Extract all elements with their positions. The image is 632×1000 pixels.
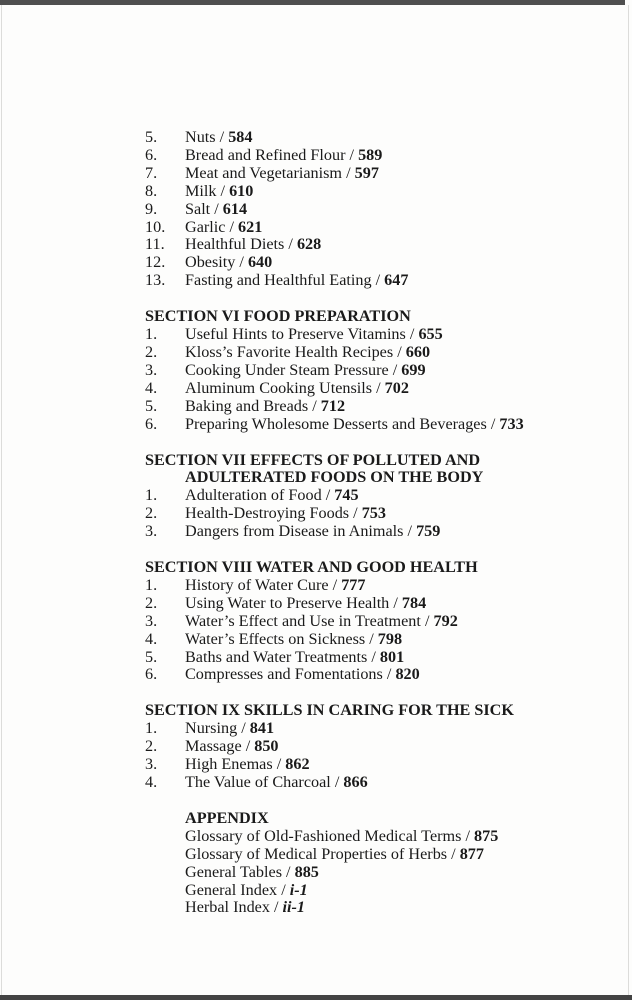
toc-entry-row: [145, 577, 595, 595]
toc-entry-row: [145, 720, 595, 738]
toc-section: [145, 702, 595, 792]
entry-number: 10.: [145, 217, 166, 236]
entry-separator: /: [308, 396, 321, 415]
entry-page-number: 777: [341, 575, 366, 594]
toc-entry-row: [145, 505, 595, 523]
entry-title: Baths and Water Treatments: [185, 647, 368, 666]
entry-title: Obesity: [185, 253, 236, 272]
entry-separator: /: [216, 181, 230, 200]
entry-number: 11.: [145, 235, 165, 254]
entry-page-number: 621: [238, 217, 263, 236]
entry-separator: /: [215, 128, 229, 146]
entry-title: Herbal Index: [185, 898, 270, 917]
entry-number: 2.: [145, 593, 158, 612]
entry-title: Salt: [185, 199, 211, 218]
entry-title: High Enemas: [185, 755, 273, 774]
entry-separator: /: [403, 522, 417, 541]
toc-entry-row: [185, 828, 595, 846]
entry-page-number: 597: [354, 163, 379, 182]
section-heading: ADULTERATED FOODS ON THE BODY: [185, 468, 484, 487]
entry-title: Kloss’s Favorite Health Recipes: [185, 342, 394, 361]
entry-page-number: 699: [401, 360, 426, 379]
toc-entry-row: [145, 362, 595, 380]
toc-entry-row: [145, 398, 595, 416]
entry-title: Water’s Effects on Sickness: [185, 629, 366, 648]
entry-page-number: 784: [401, 593, 427, 612]
entry-title: Dangers from Disease in Animals: [185, 522, 404, 541]
toc-entry-row: [145, 756, 595, 774]
toc-entry-row: [145, 147, 595, 165]
entry-page-number: 702: [384, 378, 409, 397]
entry-page-number: 647: [384, 271, 409, 290]
toc-entry-row: [185, 899, 595, 917]
toc-entry-row: [185, 846, 595, 864]
entry-separator: /: [277, 880, 290, 899]
entry-page-number: 712: [320, 396, 346, 415]
entry-number: 12.: [145, 253, 166, 272]
toc-entry-row: [145, 631, 595, 649]
entry-title: Meat and Vegetarianism: [185, 163, 343, 182]
toc-entry-row: [145, 613, 595, 631]
entry-number: 5.: [145, 128, 158, 146]
scan-edge-bottom-bar: [0, 995, 632, 1000]
entry-title: Glossary of Old-Fashioned Medical Terms: [185, 826, 462, 845]
entry-separator: /: [367, 647, 380, 666]
entry-title: Nursing: [185, 719, 238, 738]
section-heading: APPENDIX: [185, 808, 269, 827]
entry-separator: /: [389, 593, 402, 612]
entry-separator: /: [269, 898, 283, 917]
toc-entry-row: [145, 523, 595, 541]
entry-separator: /: [405, 325, 419, 344]
scan-edge-top-bar: [0, 0, 625, 5]
entry-title: Health-Destroying Foods: [185, 504, 350, 523]
toc-section: [145, 559, 595, 684]
section-heading: SECTION VII EFFECTS OF POLLUTED AND: [145, 450, 481, 469]
entry-separator: /: [382, 665, 396, 684]
entry-page-number: 584: [228, 128, 253, 146]
section-heading: SECTION VI FOOD PREPARATION: [145, 307, 411, 326]
toc-entry-row: [145, 380, 595, 398]
entry-number: 7.: [145, 163, 158, 182]
entry-number: 4.: [145, 773, 158, 791]
toc-entry-row: [145, 183, 595, 201]
entry-number: 6.: [145, 145, 158, 164]
entry-page-number: 877: [459, 844, 484, 863]
toc-entry-row: [185, 864, 595, 882]
toc-entry-row: [145, 129, 595, 147]
entry-separator: /: [235, 253, 248, 272]
entry-separator: /: [447, 844, 460, 863]
entry-number: 3.: [145, 360, 158, 379]
entry-separator: /: [321, 486, 335, 505]
entry-title: Glossary of Medical Properties of Herbs: [185, 844, 448, 863]
entry-title: Garlic: [185, 217, 226, 236]
entry-page-number: 798: [377, 629, 403, 648]
entry-page-number: ii-1: [282, 898, 306, 917]
entry-number: 6.: [145, 414, 158, 433]
entry-separator: /: [330, 773, 344, 791]
entry-page-number: 820: [395, 665, 420, 684]
entry-page-number: 745: [334, 486, 359, 505]
entry-separator: /: [393, 342, 406, 361]
toc-entry-row: [145, 326, 595, 344]
entry-separator: /: [237, 719, 250, 738]
entry-page-number: 655: [418, 325, 443, 344]
page-edge-left: [1, 5, 2, 995]
toc-section: [145, 452, 595, 542]
toc-entry-row: [145, 236, 595, 254]
entry-number: 3.: [145, 611, 158, 630]
page-edge-right: [628, 5, 629, 995]
entry-separator: /: [365, 629, 378, 648]
entry-title: Aluminum Cooking Utensils: [185, 378, 373, 397]
entry-title: Bread and Refined Flour: [185, 145, 346, 164]
entry-separator: /: [372, 378, 385, 397]
entry-number: 4.: [145, 629, 158, 648]
entry-title: General Tables: [185, 862, 282, 881]
entry-page-number: 759: [416, 522, 441, 541]
entry-title: Nuts: [185, 128, 216, 146]
toc-section: [145, 810, 595, 917]
entry-title: Useful Hints to Preserve Vitamins: [185, 325, 406, 344]
entry-separator: /: [461, 826, 474, 845]
entry-page-number: 792: [433, 611, 458, 630]
toc-entry-row: [145, 416, 595, 434]
entry-separator: /: [225, 217, 239, 236]
entry-separator: /: [342, 163, 355, 182]
entry-title: Baking and Breads: [185, 396, 309, 415]
table-of-contents: [145, 129, 595, 917]
toc-entry-row: [145, 272, 595, 290]
entry-title: Preparing Wholesome Desserts and Beverages: [185, 414, 487, 433]
entry-separator: /: [486, 414, 500, 433]
entry-separator: /: [420, 611, 434, 630]
toc-entry-row: [145, 666, 595, 684]
entry-page-number: 850: [254, 737, 279, 756]
entry-page-number: 610: [229, 181, 254, 200]
entry-title: Milk: [185, 181, 217, 200]
entry-page-number: 589: [358, 145, 383, 164]
toc-entry-row: [185, 882, 595, 900]
toc-entry-row: [145, 201, 595, 219]
entry-title: Fasting and Healthful Eating: [185, 271, 372, 290]
entry-page-number: 862: [285, 755, 310, 774]
entry-number: 9.: [145, 199, 158, 218]
entry-page-number: 753: [361, 504, 386, 523]
entry-title: Using Water to Preserve Health: [185, 593, 390, 612]
entry-separator: /: [328, 575, 342, 594]
entry-separator: /: [349, 504, 362, 523]
entry-page-number: 801: [379, 647, 405, 666]
entry-number: 1.: [145, 325, 158, 344]
entry-page-number: 841: [249, 719, 275, 738]
entry-page-number: i-1: [289, 880, 308, 899]
entry-title: Cooking Under Steam Pressure: [185, 360, 389, 379]
section-heading: SECTION VIII WATER AND GOOD HEALTH: [145, 558, 478, 577]
entry-number: 2.: [145, 504, 158, 523]
toc-entry-row: [145, 487, 595, 505]
entry-page-number: 614: [222, 199, 248, 218]
entry-number: 1.: [145, 575, 158, 594]
entry-number: 1.: [145, 486, 158, 505]
entry-separator: /: [272, 755, 286, 774]
entry-number: 3.: [145, 522, 158, 541]
entry-title: Compresses and Fomentations: [185, 665, 383, 684]
entry-title: General Index: [185, 880, 278, 899]
entry-title: Adulteration of Food: [185, 486, 322, 505]
entry-title: Healthful Diets: [185, 235, 285, 254]
entry-title: Water’s Effect and Use in Treatment: [185, 611, 421, 630]
entry-title: Massage: [185, 737, 242, 756]
entry-number: 13.: [145, 271, 166, 290]
entry-title: The Value of Charcoal: [185, 773, 331, 791]
entry-number: 6.: [145, 665, 158, 684]
entry-number: 2.: [145, 737, 158, 756]
toc-entry-row: [145, 774, 595, 792]
toc-entry-row: [145, 165, 595, 183]
toc-entry-row: [145, 344, 595, 362]
toc-entry-row: [145, 738, 595, 756]
entry-page-number: 875: [474, 826, 499, 845]
entry-page-number: 628: [296, 235, 322, 254]
entry-separator: /: [284, 235, 297, 254]
entry-separator: /: [371, 271, 385, 290]
entry-title: History of Water Cure: [185, 575, 329, 594]
entry-number: 1.: [145, 719, 158, 738]
entry-number: 8.: [145, 181, 158, 200]
entry-number: 3.: [145, 755, 158, 774]
toc-section: [145, 129, 595, 290]
entry-page-number: 733: [499, 414, 524, 433]
entry-separator: /: [388, 360, 402, 379]
entry-page-number: 660: [405, 342, 431, 361]
entry-number: 4.: [145, 378, 158, 397]
toc-entry-row: [145, 219, 595, 237]
entry-number: 5.: [145, 396, 158, 415]
entry-separator: /: [241, 737, 255, 756]
section-heading: SECTION IX SKILLS IN CARING FOR THE SICK: [145, 701, 514, 720]
entry-separator: /: [345, 145, 359, 164]
toc-entry-row: [145, 595, 595, 613]
toc-section: [145, 308, 595, 433]
toc-entry-row: [145, 254, 595, 272]
entry-number: 5.: [145, 647, 158, 666]
toc-entry-row: [145, 649, 595, 667]
entry-separator: /: [210, 199, 223, 218]
entry-page-number: 640: [247, 253, 273, 272]
entry-page-number: 885: [294, 862, 319, 881]
entry-page-number: 866: [343, 773, 368, 791]
entry-number: 2.: [145, 342, 158, 361]
entry-separator: /: [282, 862, 295, 881]
